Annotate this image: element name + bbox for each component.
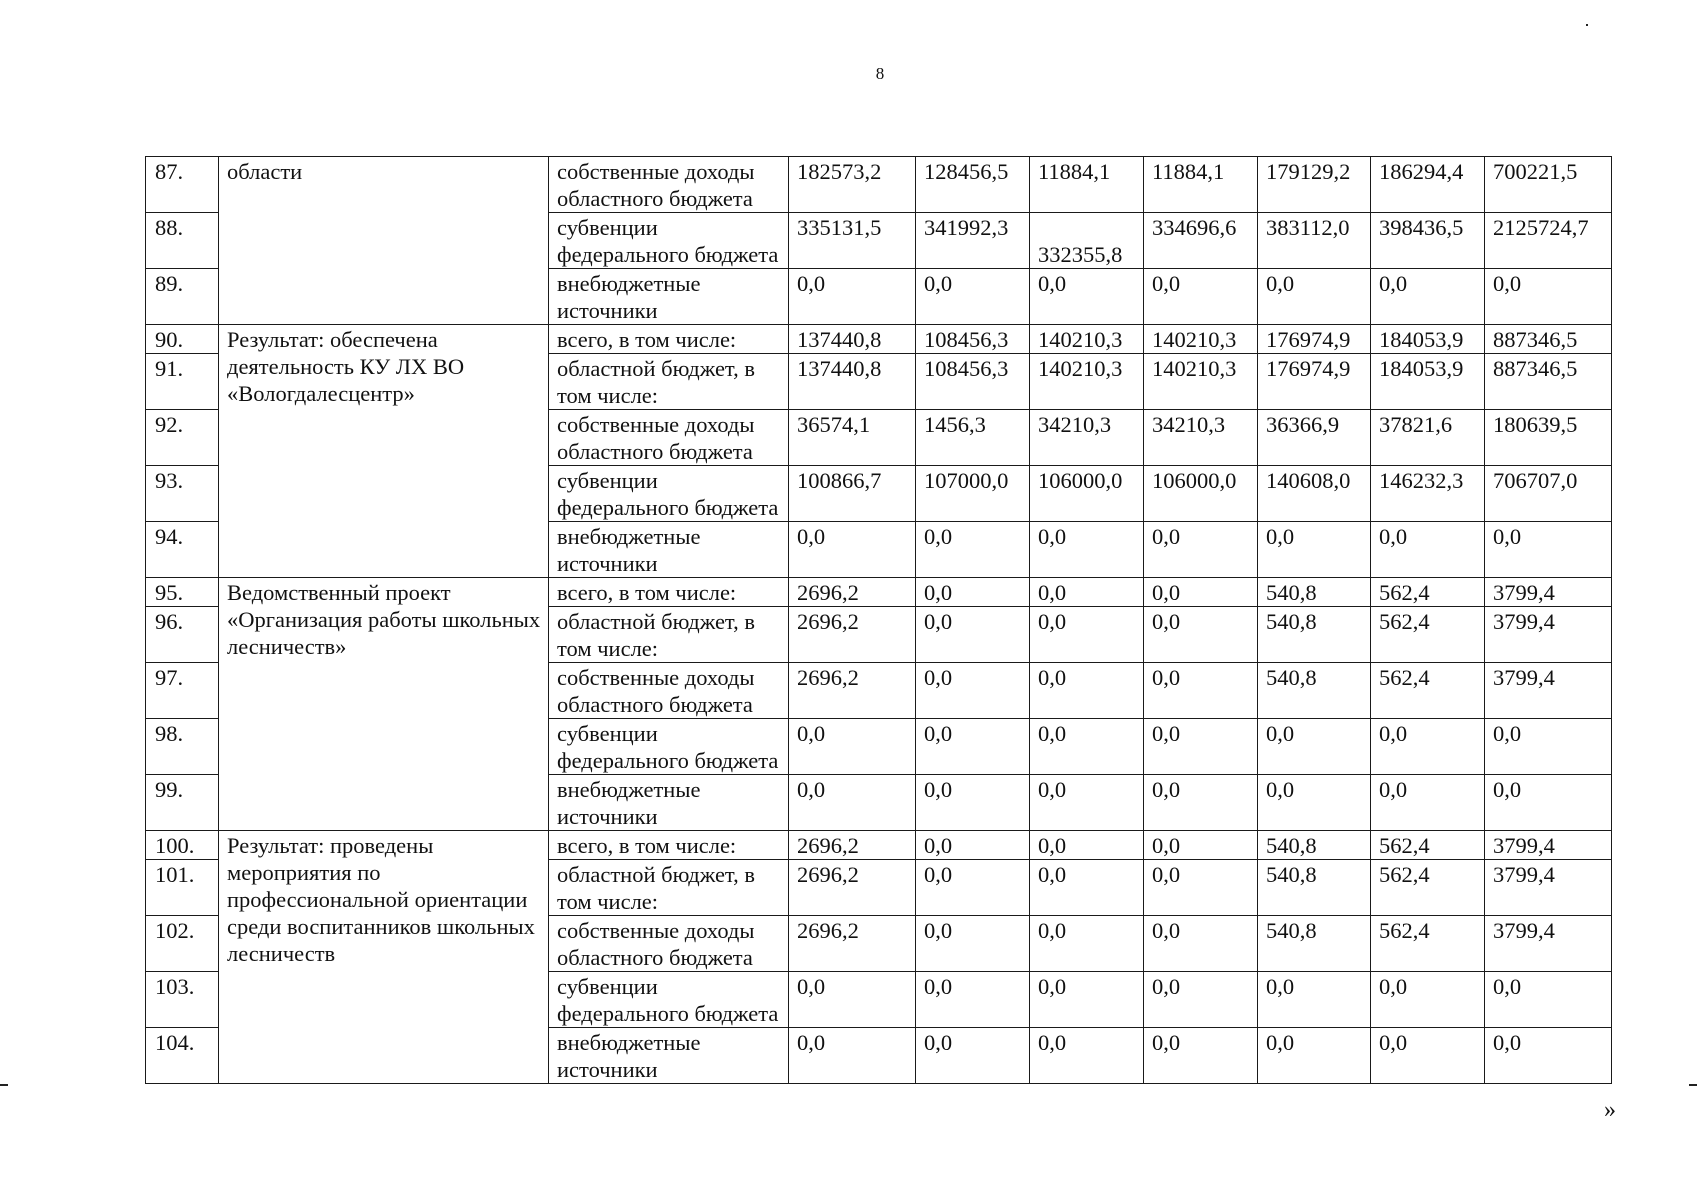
value-cell: 36366,9 [1258,410,1371,466]
value-cell: 562,4 [1371,607,1485,663]
funding-source: субвенции федерального бюджета [549,466,789,522]
value-cell: 0,0 [789,719,916,775]
value-cell: 0,0 [1258,972,1371,1028]
row-number: 94. [146,522,219,578]
table-row [146,831,1612,860]
value-cell: 332355,8 [1030,213,1144,269]
value-cell: 0,0 [1144,269,1258,325]
funding-source: всего, в том числе: [549,325,789,354]
scan-mark [0,1084,8,1086]
value-cell: 0,0 [1030,663,1144,719]
value-cell: 108456,3 [916,325,1030,354]
value-cell: 0,0 [1371,269,1485,325]
value-cell: 0,0 [916,831,1030,860]
value-cell: 0,0 [1030,719,1144,775]
value-cell: 0,0 [1144,775,1258,831]
value-cell: 0,0 [1485,522,1612,578]
value-cell: 562,4 [1371,831,1485,860]
value-cell: 0,0 [1144,860,1258,916]
value-cell: 0,0 [916,663,1030,719]
value-cell: 107000,0 [916,466,1030,522]
value-cell: 0,0 [1030,775,1144,831]
value-cell: 184053,9 [1371,325,1485,354]
value-cell: 0,0 [789,972,916,1028]
page-number: 8 [875,64,885,83]
value-cell: 0,0 [916,607,1030,663]
value-cell: 0,0 [1144,607,1258,663]
value-cell: 562,4 [1371,916,1485,972]
funding-source: собственные доходы областного бюджета [549,663,789,719]
funding-source: областной бюджет, в том числе: [549,860,789,916]
value-cell: 180639,5 [1485,410,1612,466]
funding-source: всего, в том числе: [549,578,789,607]
value-cell: 137440,8 [789,325,916,354]
value-cell: 108456,3 [916,354,1030,410]
value-cell: 140210,3 [1144,325,1258,354]
value-cell: 137440,8 [789,354,916,410]
value-cell: 0,0 [1030,860,1144,916]
value-cell: 540,8 [1258,578,1371,607]
value-cell: 0,0 [916,1028,1030,1084]
value-cell: 0,0 [916,775,1030,831]
value-cell: 36574,1 [789,410,916,466]
value-cell: 140210,3 [1030,354,1144,410]
funding-source: внебюджетные источники [549,775,789,831]
value-cell: 887346,5 [1485,354,1612,410]
table-row [146,157,1612,213]
scan-mark [1586,24,1588,26]
budget-table [145,156,1612,1084]
row-number: 100. [146,831,219,860]
row-number: 97. [146,663,219,719]
value-cell: 0,0 [789,775,916,831]
value-cell: 0,0 [1258,269,1371,325]
value-cell: 0,0 [1371,1028,1485,1084]
value-cell: 0,0 [1144,578,1258,607]
value-cell: 0,0 [1258,775,1371,831]
value-cell: 562,4 [1371,860,1485,916]
funding-source: собственные доходы областного бюджета [549,916,789,972]
value-cell: 176974,9 [1258,354,1371,410]
value-cell: 2696,2 [789,860,916,916]
row-number: 96. [146,607,219,663]
table-body [146,157,1612,1084]
value-cell: 0,0 [916,719,1030,775]
funding-source: внебюджетные источники [549,269,789,325]
value-cell: 0,0 [1371,522,1485,578]
value-cell: 0,0 [1371,719,1485,775]
value-cell: 0,0 [1371,972,1485,1028]
funding-source: субвенции федерального бюджета [549,972,789,1028]
value-cell: 0,0 [1485,1028,1612,1084]
value-cell: 341992,3 [916,213,1030,269]
value-cell: 540,8 [1258,831,1371,860]
row-number: 98. [146,719,219,775]
value-cell: 3799,4 [1485,860,1612,916]
value-cell: 0,0 [1030,522,1144,578]
funding-source: всего, в том числе: [549,831,789,860]
value-cell: 0,0 [916,522,1030,578]
value-cell: 540,8 [1258,860,1371,916]
value-cell: 706707,0 [1485,466,1612,522]
value-cell: 0,0 [916,972,1030,1028]
value-cell: 0,0 [1030,607,1144,663]
table-row [146,325,1612,354]
row-number: 99. [146,775,219,831]
value-cell: 3799,4 [1485,578,1612,607]
value-cell: 887346,5 [1485,325,1612,354]
value-cell: 186294,4 [1371,157,1485,213]
value-cell: 0,0 [1485,972,1612,1028]
funding-source: субвенции федерального бюджета [549,719,789,775]
value-cell: 0,0 [916,916,1030,972]
funding-source: субвенции федерального бюджета [549,213,789,269]
funding-source: областной бюджет, в том числе: [549,354,789,410]
block-name: Результат: обеспечена деятельность КУ ЛХ ВО «Вологдалесцентр» [219,325,549,578]
value-cell: 0,0 [1144,522,1258,578]
value-cell: 2696,2 [789,916,916,972]
funding-source: собственные доходы областного бюджета [549,410,789,466]
value-cell: 0,0 [1030,972,1144,1028]
value-cell: 34210,3 [1144,410,1258,466]
value-cell: 140210,3 [1144,354,1258,410]
value-cell: 0,0 [1371,775,1485,831]
row-number: 89. [146,269,219,325]
value-cell: 0,0 [789,269,916,325]
value-cell: 0,0 [1030,831,1144,860]
value-cell: 0,0 [789,522,916,578]
value-cell: 184053,9 [1371,354,1485,410]
value-cell: 0,0 [1144,1028,1258,1084]
value-cell: 0,0 [916,860,1030,916]
value-cell: 0,0 [1258,522,1371,578]
row-number: 93. [146,466,219,522]
row-number: 95. [146,578,219,607]
row-number: 91. [146,354,219,410]
row-number: 90. [146,325,219,354]
value-cell: 540,8 [1258,607,1371,663]
value-cell: 383112,0 [1258,213,1371,269]
value-cell: 179129,2 [1258,157,1371,213]
value-cell: 0,0 [1144,831,1258,860]
value-cell: 0,0 [1144,663,1258,719]
value-cell: 335131,5 [789,213,916,269]
value-cell: 3799,4 [1485,663,1612,719]
closing-quote: » [1604,1097,1616,1123]
value-cell: 2696,2 [789,831,916,860]
value-cell: 37821,6 [1371,410,1485,466]
row-number: 104. [146,1028,219,1084]
value-cell: 0,0 [916,269,1030,325]
value-cell: 34210,3 [1030,410,1144,466]
value-cell: 146232,3 [1371,466,1485,522]
value-cell: 398436,5 [1371,213,1485,269]
value-cell: 0,0 [1030,1028,1144,1084]
value-cell: 2696,2 [789,578,916,607]
value-cell: 2696,2 [789,663,916,719]
funding-source: внебюджетные источники [549,1028,789,1084]
row-number: 87. [146,157,219,213]
table-row [146,578,1612,607]
value-cell: 334696,6 [1144,213,1258,269]
scan-mark [1689,1084,1697,1086]
value-cell: 0,0 [1485,775,1612,831]
value-cell: 11884,1 [1030,157,1144,213]
row-number: 92. [146,410,219,466]
block-name: Результат: проведены мероприятия по профессиональной ориентации среди воспитанников школьных лесничеств [219,831,549,1084]
value-cell: 562,4 [1371,578,1485,607]
value-cell: 182573,2 [789,157,916,213]
value-cell: 128456,5 [916,157,1030,213]
row-number: 102. [146,916,219,972]
value-cell: 140608,0 [1258,466,1371,522]
value-cell: 0,0 [1030,269,1144,325]
value-cell: 0,0 [1030,916,1144,972]
funding-source: собственные доходы областного бюджета [549,157,789,213]
value-cell: 562,4 [1371,663,1485,719]
value-cell: 1456,3 [916,410,1030,466]
row-number: 103. [146,972,219,1028]
value-cell: 0,0 [1258,1028,1371,1084]
value-cell: 106000,0 [1030,466,1144,522]
block-name: Ведомственный проект «Организация работы школьных лесничеств» [219,578,549,831]
value-cell: 0,0 [1144,719,1258,775]
value-cell: 3799,4 [1485,607,1612,663]
value-cell: 176974,9 [1258,325,1371,354]
value-cell: 0,0 [1144,916,1258,972]
value-cell: 100866,7 [789,466,916,522]
row-number: 88. [146,213,219,269]
value-cell: 3799,4 [1485,831,1612,860]
value-cell: 0,0 [1485,269,1612,325]
row-number: 101. [146,860,219,916]
value-cell: 0,0 [1485,719,1612,775]
value-cell: 0,0 [1144,972,1258,1028]
value-cell: 0,0 [1030,578,1144,607]
value-cell: 0,0 [1258,719,1371,775]
value-cell: 0,0 [789,1028,916,1084]
value-cell: 2125724,7 [1485,213,1612,269]
value-cell: 106000,0 [1144,466,1258,522]
block-name: области [219,157,549,325]
value-cell: 140210,3 [1030,325,1144,354]
value-cell: 540,8 [1258,663,1371,719]
value-cell: 700221,5 [1485,157,1612,213]
funding-source: внебюджетные источники [549,522,789,578]
value-cell: 540,8 [1258,916,1371,972]
funding-source: областной бюджет, в том числе: [549,607,789,663]
value-cell: 2696,2 [789,607,916,663]
value-cell: 0,0 [916,578,1030,607]
value-cell: 3799,4 [1485,916,1612,972]
value-cell: 11884,1 [1144,157,1258,213]
